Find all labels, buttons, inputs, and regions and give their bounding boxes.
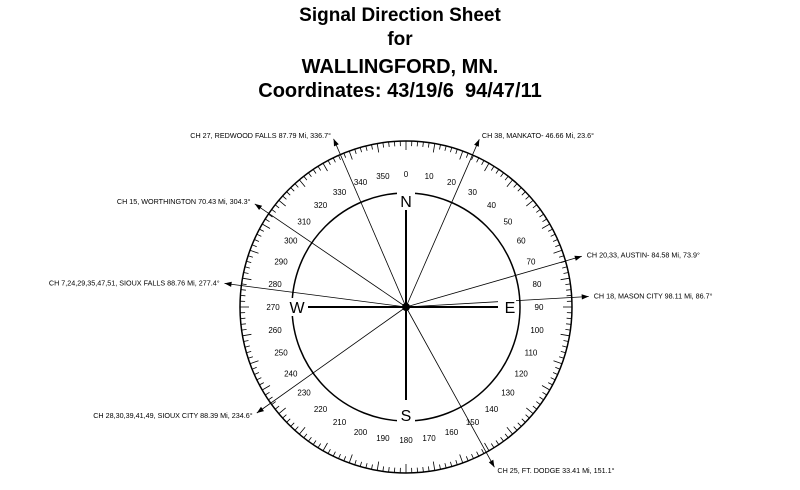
compass-tick xyxy=(518,423,522,427)
degree-label: 10 xyxy=(424,172,434,181)
arrowhead-icon xyxy=(582,294,589,299)
signal-ray xyxy=(255,204,406,307)
compass-tick xyxy=(241,324,246,325)
degree-label: 310 xyxy=(297,217,311,227)
degree-label: 30 xyxy=(468,187,477,197)
degree-label: 230 xyxy=(297,388,311,398)
compass-tick xyxy=(428,143,429,148)
compass-tick xyxy=(456,460,458,465)
compass-tick xyxy=(265,219,269,222)
degree-label: 150 xyxy=(465,418,480,428)
compass-tick xyxy=(275,205,279,208)
compass-tick xyxy=(565,284,570,285)
signal-ray xyxy=(403,139,479,307)
compass-tick xyxy=(554,250,563,253)
compass-tick xyxy=(526,408,533,414)
degree-label: 260 xyxy=(268,326,282,336)
compass-tick xyxy=(259,383,263,385)
compass-tick xyxy=(505,434,508,438)
compass-tick xyxy=(466,456,468,461)
compass-tick xyxy=(548,229,552,231)
compass-tick xyxy=(389,142,390,147)
compass-tick xyxy=(460,455,463,464)
compass-tick xyxy=(355,149,357,154)
compass-tick xyxy=(491,444,494,448)
compass-tick xyxy=(243,278,252,280)
compass-tick xyxy=(562,346,567,347)
compass-tick xyxy=(299,427,305,434)
compass-tick xyxy=(295,184,298,188)
compass-tick xyxy=(268,397,272,400)
arrowhead-icon xyxy=(225,282,232,287)
compass-tick xyxy=(308,437,311,441)
compass-tick xyxy=(565,329,570,330)
compass-tick xyxy=(323,443,328,451)
compass-tick xyxy=(308,173,311,177)
degree-label: 300 xyxy=(284,236,298,246)
compass-tick xyxy=(250,250,259,253)
compass-tick xyxy=(514,427,517,431)
compass-tick xyxy=(445,146,446,151)
degree-label: 180 xyxy=(399,436,413,445)
signal-ray xyxy=(406,256,582,307)
compass-tick xyxy=(372,145,373,150)
compass-tick xyxy=(377,144,379,153)
compass-tick xyxy=(522,419,526,423)
compass-tick xyxy=(275,406,279,409)
compass-tick xyxy=(245,267,250,268)
degree-label: 250 xyxy=(274,348,288,358)
compass-tick xyxy=(561,351,566,352)
compass-tick xyxy=(466,153,468,158)
compass-tick xyxy=(328,449,330,453)
compass-tick xyxy=(536,402,540,405)
degree-label: 130 xyxy=(501,388,515,398)
compass-tick xyxy=(318,444,321,448)
arrowhead-icon xyxy=(257,407,264,413)
compass-tick xyxy=(485,443,490,451)
compass-tick xyxy=(366,146,367,151)
compass-tick xyxy=(244,273,249,274)
compass-tick xyxy=(542,224,550,229)
compass-tick xyxy=(564,341,569,342)
compass-tick xyxy=(257,378,262,380)
compass-tick xyxy=(540,397,544,400)
compass-tick xyxy=(360,147,361,152)
compass-tick xyxy=(252,367,257,369)
compass-tick xyxy=(440,465,441,470)
degree-label: 70 xyxy=(526,257,536,267)
compass-tick xyxy=(553,240,558,242)
compass-tick xyxy=(428,466,429,471)
compass-tick xyxy=(555,245,560,247)
degree-label: 140 xyxy=(484,404,499,414)
compass-tick xyxy=(551,378,556,380)
compass-tick xyxy=(254,373,259,375)
compass-tick xyxy=(283,196,287,199)
compass-tick xyxy=(333,158,335,163)
compass-tick xyxy=(372,465,373,470)
compass-tick xyxy=(566,324,571,325)
arrowhead-icon xyxy=(255,204,262,210)
compass-tick xyxy=(548,383,552,385)
compass-tick xyxy=(304,176,307,180)
compass-tick xyxy=(501,437,504,441)
signal-ray xyxy=(334,139,406,307)
compass-tick xyxy=(242,329,247,330)
degree-label: 210 xyxy=(332,418,347,428)
compass-tick xyxy=(323,163,328,171)
compass-tick xyxy=(313,169,316,173)
compass-tick xyxy=(555,367,560,369)
compass-tick xyxy=(456,149,458,154)
compass-tick xyxy=(366,463,367,468)
compass-tick xyxy=(450,147,451,152)
compass-tick xyxy=(246,351,251,352)
compass-tick xyxy=(287,419,291,423)
compass-tick xyxy=(440,145,441,150)
compass-tick xyxy=(433,462,435,471)
signal-ray xyxy=(406,307,494,467)
compass-tick xyxy=(514,184,517,188)
degree-label: 350 xyxy=(376,172,390,181)
station-label: CH 38, MANKATO- 46.66 Mi, 23.6° xyxy=(481,131,594,141)
compass-tick xyxy=(262,224,270,229)
station-label: CH 28,30,39,41,49, SIOUX CITY 88.39 Mi, 234.6° xyxy=(93,410,253,420)
compass-tick xyxy=(313,441,316,445)
arrowhead-icon xyxy=(474,139,479,147)
compass-tick xyxy=(272,209,276,212)
compass-tick xyxy=(553,373,558,375)
compass-tick xyxy=(287,192,291,196)
station-label: CH 18, MASON CITY 98.11 Mi, 86.7° xyxy=(593,291,713,301)
compass-tick xyxy=(242,284,247,285)
compass-tick xyxy=(543,219,547,222)
compass-tick xyxy=(333,452,335,457)
compass-tick xyxy=(526,196,530,199)
compass-tick xyxy=(344,456,346,461)
compass-tick xyxy=(245,346,250,347)
compass-tick xyxy=(472,454,474,459)
compass-tick xyxy=(349,151,352,160)
degree-label: 280 xyxy=(268,279,282,289)
compass-tick xyxy=(244,341,249,342)
degree-label: 330 xyxy=(332,187,347,197)
station-labels xyxy=(49,131,713,475)
compass-tick xyxy=(533,406,537,409)
compass-tick xyxy=(355,460,357,465)
compass-tick xyxy=(496,169,499,173)
compass-tick xyxy=(507,180,513,187)
compass-tick xyxy=(477,158,479,163)
compass-tick xyxy=(259,229,263,231)
cardinal-north: N xyxy=(400,194,412,211)
compass-tick xyxy=(360,462,361,467)
compass-tick xyxy=(248,357,253,359)
signal-ray xyxy=(257,307,406,413)
compass-tick xyxy=(562,267,567,268)
cardinal-south: S xyxy=(400,408,412,425)
degree-label: 120 xyxy=(514,369,528,379)
compass-tick xyxy=(262,386,270,391)
compass-tick xyxy=(241,290,246,291)
degree-label: 170 xyxy=(422,434,436,443)
compass-tick xyxy=(536,209,540,212)
compass-tick xyxy=(522,192,526,196)
compass-tick xyxy=(291,423,295,427)
degree-label: 110 xyxy=(524,348,538,358)
compass-tick xyxy=(248,256,253,258)
compass-tick xyxy=(349,455,352,464)
compass-tick xyxy=(559,357,564,359)
degree-label: 320 xyxy=(313,201,328,211)
compass-tick xyxy=(491,166,494,170)
degree-label: 80 xyxy=(532,279,542,289)
degree-label: 100 xyxy=(530,326,544,336)
compass-tick xyxy=(257,234,262,236)
station-label: CH 15, WORTHINGTON 70.43 Mi, 304.3° xyxy=(116,197,251,207)
station-label: CH 27, REDWOOD FALLS 87.79 Mi, 336.7° xyxy=(190,130,331,140)
sheet-title: Signal Direction Sheet xyxy=(299,5,501,26)
compass-tick xyxy=(564,273,569,274)
compass-tick xyxy=(291,188,295,192)
degree-label: 270 xyxy=(266,303,280,312)
compass-tick xyxy=(526,200,533,206)
degree-label: 200 xyxy=(353,428,368,437)
compass-tick xyxy=(561,334,570,336)
compass-tick xyxy=(383,143,384,148)
degree-label: 50 xyxy=(503,217,513,227)
degree-label: 0 xyxy=(403,170,409,179)
sheet-title-for: for xyxy=(387,29,413,50)
compass-tick xyxy=(423,467,424,472)
compass-tick xyxy=(279,200,286,206)
compass-tick xyxy=(377,462,379,471)
cardinal-west: W xyxy=(289,300,305,317)
compass-tick xyxy=(551,234,556,236)
compass-tick xyxy=(496,441,499,445)
degree-label: 90 xyxy=(534,303,544,312)
coordinates: Coordinates: 43/19/6 94/47/11 xyxy=(258,80,542,102)
compass-tick xyxy=(460,151,463,160)
compass-tick xyxy=(445,463,446,468)
compass-tick xyxy=(339,454,341,459)
compass-tick xyxy=(482,449,484,453)
cardinal-east: E xyxy=(504,300,516,317)
station-label: CH 25, FT. DODGE 33.41 Mi, 151.1° xyxy=(497,466,615,476)
degree-label: 190 xyxy=(376,434,390,443)
compass-tick xyxy=(252,245,257,247)
center-dot xyxy=(402,303,410,311)
arrowhead-icon xyxy=(489,460,495,467)
compass-tick xyxy=(246,261,251,262)
compass-tick xyxy=(250,361,259,364)
compass-tick xyxy=(328,160,330,164)
station-label: CH 7,24,29,35,47,51, SIOUX FALLS 88.76 Mi, 277.4° xyxy=(48,278,220,288)
compass-tick xyxy=(389,467,390,472)
arrowhead-icon xyxy=(334,139,339,147)
compass-tick xyxy=(526,415,530,418)
compass-tick xyxy=(482,160,484,164)
compass-tick xyxy=(265,392,269,395)
compass-tick xyxy=(254,240,259,242)
degree-label: 20 xyxy=(447,178,456,187)
compass-tick xyxy=(433,144,435,153)
compass-tick xyxy=(540,214,544,217)
compass-tick xyxy=(485,163,490,171)
compass-tick xyxy=(295,427,298,431)
compass-tick xyxy=(283,415,287,418)
compass-tick xyxy=(561,278,570,280)
compass-tick xyxy=(304,434,307,438)
compass-tick xyxy=(542,386,550,391)
compass-tick xyxy=(566,290,571,291)
degree-label: 220 xyxy=(313,404,328,414)
compass-tick xyxy=(279,408,286,414)
arrowhead-icon xyxy=(574,256,581,261)
compass-tick xyxy=(450,462,451,467)
compass-tick xyxy=(559,256,564,258)
degree-label: 160 xyxy=(444,428,459,437)
compass-tick xyxy=(299,180,305,187)
location-name: WALLINGFORD, MN. xyxy=(301,56,499,78)
compass-tick xyxy=(505,176,508,180)
compass-tick xyxy=(383,466,384,471)
station-label: CH 20,33, AUSTIN- 84.58 Mi, 73.9° xyxy=(586,250,700,260)
compass-tick xyxy=(518,188,522,192)
compass-tick xyxy=(344,153,346,158)
signal-ray xyxy=(225,283,407,307)
compass-tick xyxy=(243,334,252,336)
compass-tick xyxy=(477,452,479,457)
compass-tick xyxy=(423,142,424,147)
degree-label: 60 xyxy=(516,236,526,246)
degree-label: 40 xyxy=(487,201,496,211)
compass-tick xyxy=(533,205,537,208)
degree-label: 240 xyxy=(284,369,298,379)
compass-tick xyxy=(554,361,563,364)
compass-tick xyxy=(543,392,547,395)
compass-tick xyxy=(339,155,341,160)
degree-label: 340 xyxy=(353,178,368,187)
compass-tick xyxy=(318,166,321,170)
compass-tick xyxy=(501,173,504,177)
compass-tick xyxy=(507,427,513,434)
degree-label: 290 xyxy=(274,257,288,267)
signal-ray xyxy=(406,297,589,308)
